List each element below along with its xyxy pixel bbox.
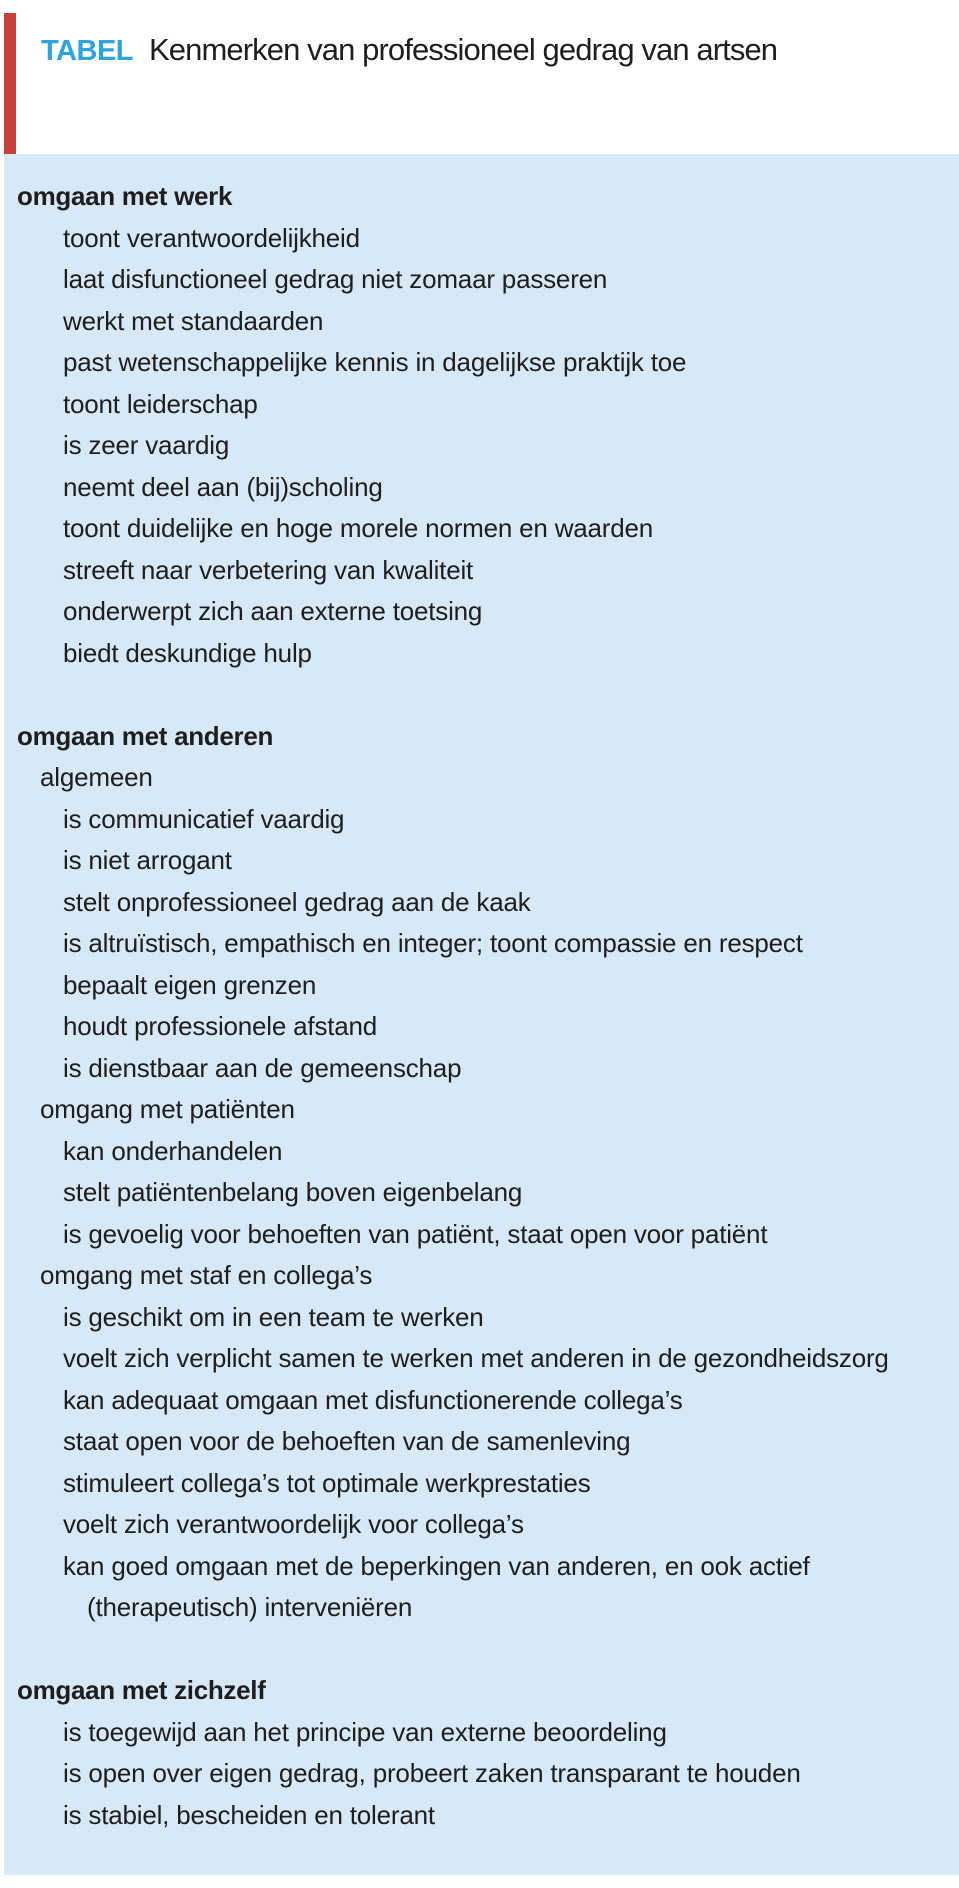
- list-item: biedt deskundige hulp: [63, 637, 312, 668]
- list-item: stelt patiëntenbelang boven eigenbelang: [63, 1177, 523, 1207]
- list-item: streeft naar verbetering van kwaliteit: [63, 554, 474, 585]
- list-item: toont verantwoordelijkheid: [63, 222, 360, 253]
- list-item: is stabiel, bescheiden en tolerant: [63, 1799, 435, 1830]
- list-item: kan onderhandelen: [63, 1135, 283, 1166]
- subheading-patienten: omgang met patiënten: [40, 1094, 295, 1124]
- list-item: stelt onprofessioneel gedrag aan de kaak: [63, 886, 531, 917]
- subheading-staf-collegas: omgang met staf en collega’s: [40, 1260, 373, 1290]
- list-item: is open over eigen gedrag, probeert zaken transparant te houden: [63, 1758, 801, 1788]
- list-item: is niet arrogant: [63, 845, 232, 875]
- list-item: onderwerpt zich aan externe toetsing: [63, 596, 483, 626]
- list-item: is geschikt om in een team te werken: [63, 1301, 484, 1332]
- list-item: voelt zich verantwoordelijk voor collega’s: [63, 1509, 524, 1539]
- list-item: werkt met standaarden: [63, 305, 324, 336]
- table-title: [41, 30, 777, 70]
- list-item: past wetenschappelijke kennis in dagelijkse praktijk toe: [63, 347, 687, 377]
- list-item: houdt professionele afstand: [63, 1011, 378, 1041]
- section-spacer: [4, 1629, 959, 1671]
- title-text: Kenmerken van professioneel gedrag van artsen: [149, 32, 778, 67]
- title-label: TABEL: [41, 35, 134, 67]
- list-item: stimuleert collega’s tot optimale werkprestaties: [63, 1467, 591, 1498]
- section-heading-anderen: omgaan met anderen: [17, 720, 274, 751]
- list-item: is altruïstisch, empathisch en integer; toont compassie en respect: [63, 928, 803, 958]
- list-item: bepaalt eigen grenzen: [63, 969, 317, 1000]
- list-item: is gevoelig voor behoeften van patiënt, staat open voor patiënt: [63, 1218, 768, 1249]
- list-item: kan adequaat omgaan met disfunctionerende collega’s: [63, 1384, 683, 1415]
- list-item: neemt deel aan (bij)scholing: [63, 471, 383, 502]
- list-item: laat disfunctioneel gedrag niet zomaar passeren: [63, 264, 608, 294]
- accent-bar: [4, 13, 16, 154]
- list-item: toont leiderschap: [63, 388, 258, 419]
- list-item: is toegewijd aan het principe van externe beoordeling: [63, 1716, 667, 1747]
- subheading-algemeen: algemeen: [40, 762, 153, 792]
- list-item: is communicatief vaardig: [63, 803, 345, 834]
- section-heading-werk: omgaan met werk: [17, 181, 233, 211]
- list-item: kan goed omgaan met de beperkingen van anderen, en ook actief: [63, 1550, 810, 1581]
- section-spacer: [4, 674, 959, 716]
- table-panel: [4, 154, 959, 1875]
- list-item: is zeer vaardig: [63, 430, 230, 460]
- list-item: voelt zich verplicht samen te werken met anderen in de gezondheidszorg: [63, 1343, 889, 1373]
- section-heading-zichzelf: omgaan met zichzelf: [17, 1675, 266, 1705]
- list-item-continuation: (therapeutisch) interveniëren: [87, 1592, 413, 1622]
- list-item: is dienstbaar aan de gemeenschap: [63, 1052, 462, 1083]
- list-item: staat open voor de behoeften van de samenleving: [63, 1426, 631, 1456]
- list-item: toont duidelijke en hoge morele normen en waarden: [63, 513, 654, 543]
